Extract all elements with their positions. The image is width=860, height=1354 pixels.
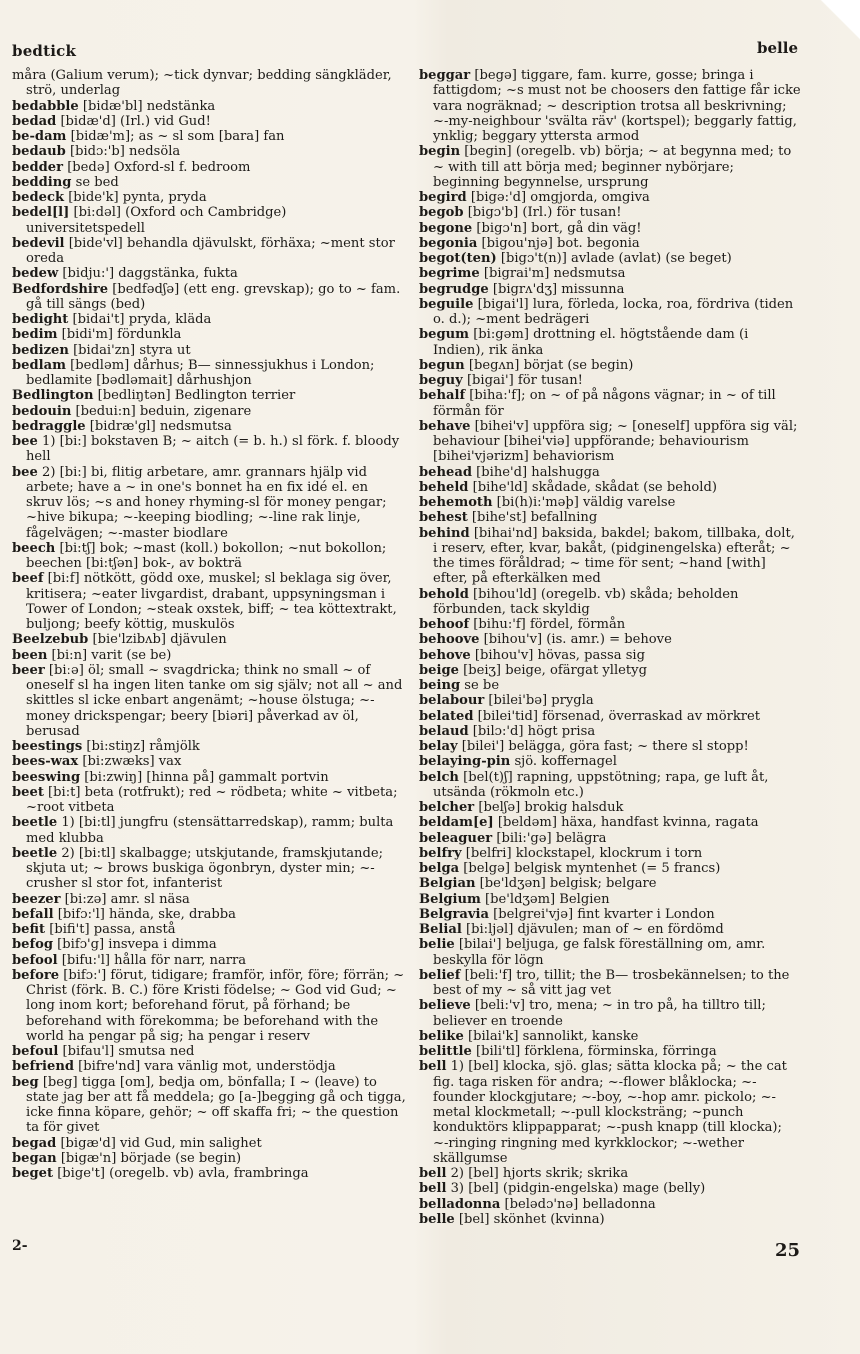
entry-definition: [bifre'nd] vara vänlig mot, understödja xyxy=(74,1059,336,1075)
entry-definition: [belədɔ'nə] belladonna xyxy=(500,1196,656,1212)
dictionary-entry xyxy=(12,343,407,358)
dictionary-entry xyxy=(419,510,801,525)
entry-definition: [bedə] Oxford-sl f. bedroom xyxy=(63,159,251,175)
entry-definition: [bedləm] dårhus; B— sinnessjukhus i London; bedlamite [bədləmait] dårhushjon xyxy=(26,357,375,388)
entry-definition: [bigɔ't(n)] avlade (avlat) (se beget) xyxy=(496,251,732,266)
entry-headword: being xyxy=(419,678,461,693)
entry-definition: [bihu:'f] fördel, förmån xyxy=(469,617,626,632)
signature-mark: 2- xyxy=(12,1238,28,1254)
entry-headword: be-dam xyxy=(12,129,67,144)
entry-headword: begum xyxy=(419,327,470,343)
entry-headword: Belgium xyxy=(419,891,481,907)
entry-headword: bedeck xyxy=(12,190,65,205)
dictionary-entry xyxy=(419,1181,801,1196)
entry-definition: se be xyxy=(460,678,500,693)
dictionary-entry xyxy=(419,190,801,205)
guide-word-left: bedtick xyxy=(12,42,77,60)
entry-headword: beguile xyxy=(419,296,474,312)
entry-definition: [bihei'v] uppföra sig; ~ [oneself] uppföra sig väl; behaviour [bihei'viə] uppförande; behaviourism [bihei'vjərizm] behaviorism xyxy=(433,418,798,465)
entry-headword: bedouin xyxy=(12,403,72,419)
entry-definition: [bigai'l] lura, förleda, locka, roa, fördriva (tiden o. d.); ~ment bedrägeri xyxy=(433,296,794,327)
entry-headword: behoove xyxy=(419,632,480,648)
entry-definition: [bili'tl] förklena, förminska, förringa xyxy=(471,1044,717,1059)
entry-definition: [bi:f] nötkött, gödd oxe, muskel; sl beklaga sig över, kritisera; ~eater livgardist, drabant, uppsyningsman i Tower of London; ~steak oxstek, biff; ~ tea köttextrakt, buljong; beefy köttig, muskulös xyxy=(26,571,397,632)
dictionary-entry xyxy=(419,266,801,281)
entry-definition: [beg] tigga [om], bedja om, bönfalla; I ~ (leave) to state jag ber att få meddela; go [a-]begging gå och tigga, icke finna köpare, gehör; ~ off skaffa fri; ~ the question ta för givet xyxy=(26,1074,406,1136)
entry-headword: beezer xyxy=(12,891,61,907)
dictionary-entry xyxy=(419,221,801,236)
entry-headword: begonia xyxy=(419,235,478,251)
entry-headword: belga xyxy=(419,861,460,876)
dictionary-entry xyxy=(419,282,801,297)
entry-headword: belabour xyxy=(419,693,485,709)
dictionary-entry xyxy=(419,831,801,846)
dictionary-entry xyxy=(12,99,407,114)
dictionary-entry xyxy=(419,648,801,663)
dictionary-entry xyxy=(419,693,801,708)
entry-definition: [bifau'l] smutsa ned xyxy=(58,1044,195,1059)
dictionary-entry xyxy=(419,327,801,358)
entry-headword: bedaub xyxy=(12,144,66,160)
entry-headword: beggar xyxy=(419,68,471,83)
entry-definition: [bidɔ:'b] nedsöla xyxy=(65,144,181,160)
entry-definition: [beli:'v] tro, mena; ~ in tro på, ha tilltro till; believer en troende xyxy=(433,998,766,1029)
dictionary-entry xyxy=(419,861,801,876)
entry-definition: [begin] (oregelb. vb) börja; ~ at begynna med; to ~ with till att börja med; beginner nybörjare; beginning begynnelse, ursprung xyxy=(433,144,792,190)
entry-headword: Belgravia xyxy=(419,906,489,922)
entry-headword: belcher xyxy=(419,800,475,815)
dictionary-entry xyxy=(12,1075,407,1136)
entry-headword: behave xyxy=(419,418,471,434)
dictionary-entry xyxy=(419,617,801,632)
entry-definition: [bidai't] pryda, kläda xyxy=(68,312,212,327)
entry-headword: beg xyxy=(12,1074,39,1090)
dictionary-entry xyxy=(12,175,407,190)
entry-headword: bell xyxy=(419,1181,447,1197)
entry-headword: beef xyxy=(12,571,44,587)
entry-headword: begin xyxy=(419,144,461,160)
entry-headword: bee xyxy=(12,464,38,480)
dictionary-entry xyxy=(419,480,801,495)
entry-headword: begrudge xyxy=(419,281,489,297)
entry-definition: [bi:n] varit (se be) xyxy=(47,647,172,663)
page-corner xyxy=(820,0,860,40)
dictionary-entry xyxy=(419,1197,801,1212)
dictionary-entry xyxy=(12,907,407,922)
dictionary-entry xyxy=(12,129,407,144)
left-column xyxy=(12,68,407,1181)
entry-definition: [biha:'f]; on ~ of på någons vägnar; in ~ of till förmån för xyxy=(433,388,776,419)
entry-definition: [bedfədʃə] (ett eng. grevskap); go to ~ fam. gå till sängs (bed) xyxy=(26,281,401,312)
entry-definition: [bilei'tid] försenad, överraskad av mörkret xyxy=(473,708,761,724)
dictionary-entry xyxy=(419,724,801,739)
entry-definition: [bidæ'bl] nedstänka xyxy=(78,98,216,114)
entry-headword: belie xyxy=(419,937,455,953)
entry-definition: [bidai'zn] styra ut xyxy=(68,342,191,358)
entry-headword: belfry xyxy=(419,845,462,861)
entry-definition: [bidæ'm]; as ~ sl som [bara] fan xyxy=(66,129,285,144)
entry-definition: [bi:t] beta (rotfrukt); red ~ rödbeta; white ~ vitbeta; ~root vitbeta xyxy=(26,784,398,815)
entry-definition: [bel] skönhet (kvinna) xyxy=(454,1211,605,1227)
dictionary-entry xyxy=(12,388,407,403)
dictionary-entry xyxy=(419,800,801,815)
dictionary-entry xyxy=(12,937,407,952)
dictionary-entry xyxy=(419,1166,801,1181)
entry-definition: [bi:zwæks] vax xyxy=(78,754,182,770)
dictionary-entry xyxy=(419,205,801,220)
entry-definition: [bifɔ'g] insvepa i dimma xyxy=(53,937,217,953)
entry-definition: [beli:'f] tro, tillit; the B— trosbekännelsen; to the best of my ~ så vitt jag vet xyxy=(433,967,790,998)
dictionary-entry xyxy=(12,282,407,313)
entry-headword: belike xyxy=(419,1028,464,1044)
dictionary-entry xyxy=(12,190,407,205)
entry-definition: [bigai'] för tusan! xyxy=(462,373,583,388)
dictionary-entry xyxy=(419,495,801,510)
entry-headword: bell xyxy=(419,1059,447,1075)
right-column xyxy=(419,68,801,1227)
entry-definition: [bedui:n] beduin, zigenare xyxy=(71,403,252,419)
entry-headword: bedevil xyxy=(12,235,65,251)
dictionary-entry xyxy=(12,1151,407,1166)
entry-definition: [be'ldʒən] belgisk; belgare xyxy=(475,876,657,892)
entry-headword: belle xyxy=(419,1211,455,1227)
dictionary-entry xyxy=(419,358,801,373)
entry-definition: [bihe'ld] skådade, skådat (se behold) xyxy=(468,479,717,495)
dictionary-entry xyxy=(12,114,407,129)
entry-headword: behold xyxy=(419,586,469,602)
dictionary-entry xyxy=(419,770,801,801)
page-number: 25 xyxy=(774,1240,800,1261)
entry-headword: bedizen xyxy=(12,342,69,358)
entry-definition: [bigæ'd] vid Gud, min salighet xyxy=(56,1135,262,1151)
dictionary-entry xyxy=(12,541,407,572)
dictionary-entry xyxy=(12,770,407,785)
entry-definition: [bihe'st] befallning xyxy=(467,510,598,526)
entry-definition: [belʃə] brokig halsduk xyxy=(474,800,624,815)
entry-headword: beheld xyxy=(419,479,469,495)
entry-headword: behest xyxy=(419,510,468,526)
entry-definition: [belgrei'vjə] fint kvarter i London xyxy=(488,906,715,922)
dictionary-entry xyxy=(419,1029,801,1044)
entry-definition: [belgə] belgisk myntenhet (= 5 francs) xyxy=(459,861,721,876)
entry-definition: [bihai'nd] baksida, bakdel; bakom, tillbaka, dolt, i reserv, efter, kvar, bakåt, (pidginengelska) efteråt; ~ the times föråldrad; ~ time för sent; ~hand [with] efter, på efterkälken med xyxy=(433,525,795,587)
entry-definition: [be'ldʒəm] Belgien xyxy=(480,891,610,907)
entry-headword: belittle xyxy=(419,1044,472,1059)
entry-definition: [bigou'njə] bot. begonia xyxy=(477,235,640,251)
entry-definition: [bel(t)ʃ] rapning, uppstötning; rapa, ge luft åt, utsända (rökmoln etc.) xyxy=(433,769,769,800)
entry-definition: [beldəm] häxa, handfast kvinna, ragata xyxy=(493,815,759,831)
entry-definition: [bifɔ:'] förut, tidigare; framför, inför, före; förrän; ~ Christ (förk. B. C.) före Kristi födelse; ~ God vid Gud; ~ long inom kort; beforehand förut, på förhand; be beforehand with förekomma; be beforehand with the world ha pengar på sig; ha pengar i reserv xyxy=(26,967,405,1044)
entry-headword: been xyxy=(12,647,48,663)
entry-headword: Beelzebub xyxy=(12,632,89,648)
entry-definition: [bi:stiŋz] råmjölk xyxy=(82,739,200,754)
entry-headword: begad xyxy=(12,1135,57,1151)
entry-headword: bedim xyxy=(12,327,58,343)
entry-definition: [bi:gəm] drottning el. högtstående dam (i Indien), rik änka xyxy=(433,327,749,358)
entry-headword: bees-wax xyxy=(12,754,79,770)
dictionary-entry xyxy=(12,144,407,159)
entry-definition: [bigrʌ'dʒ] missunna xyxy=(488,281,625,297)
entry-definition: [bilɔ:'d] högt prisa xyxy=(468,723,596,739)
entry-definition: [beiʒ] beige, ofärgat ylletyg xyxy=(458,662,647,678)
dictionary-entry xyxy=(419,373,801,388)
dictionary-entry xyxy=(419,739,801,754)
entry-definition: måra (Galium verum); ~tick dynvar; bedding sängkläder, strö, underlag xyxy=(12,68,392,99)
dictionary-entry xyxy=(419,388,801,419)
entry-definition: [bilai'k] sannolikt, kanske xyxy=(463,1028,639,1044)
dictionary-entry xyxy=(419,815,801,830)
guide-word-right: belle xyxy=(757,39,798,57)
dictionary-entry xyxy=(12,358,407,389)
entry-headword: beet xyxy=(12,784,44,800)
dictionary-entry xyxy=(419,465,801,480)
dictionary-entry xyxy=(12,236,407,267)
entry-definition: [bilai'] beljuga, ge falsk föreställning om, amr. beskylla för lögn xyxy=(433,937,766,968)
dictionary-entry xyxy=(12,922,407,937)
entry-headword: begob xyxy=(419,205,464,221)
entry-headword: befriend xyxy=(12,1059,74,1075)
entry-definition: 1) [bi:tl] jungfru (stensättarredskap), ramm; bulta med klubba xyxy=(26,815,394,846)
entry-headword: behalf xyxy=(419,388,466,404)
dictionary-entry xyxy=(419,846,801,861)
entry-headword: befoul xyxy=(12,1044,59,1059)
dictionary-entry xyxy=(12,160,407,175)
entry-definition: [begə] tiggare, fam. kurre, gosse; bringa i fattigdom; ~s must not be choosers den fattige får icke vara nogräknad; ~ description trotsa all beskrivning; ~-my-neighbour 'svälta räv' (kortspel); beggarly fattig, ynklig; beggary yttersta armod xyxy=(433,68,801,144)
dictionary-entry xyxy=(419,876,801,891)
entry-headword: bedding xyxy=(12,174,72,190)
entry-definition: [begʌn] börjat (se begin) xyxy=(464,357,634,373)
entry-headword: bedel[l] xyxy=(12,205,70,221)
entry-definition: [bidi'm] fördunkla xyxy=(57,327,182,343)
entry-headword: bedad xyxy=(12,113,57,129)
dictionary-entry xyxy=(419,297,801,328)
dictionary-entry xyxy=(419,1212,801,1227)
entry-headword: behove xyxy=(419,647,471,663)
entry-headword: begird xyxy=(419,190,467,205)
dictionary-entry xyxy=(419,709,801,724)
entry-definition: [bihou'v] (is. amr.) = behove xyxy=(479,632,672,648)
dictionary-entry xyxy=(419,251,801,266)
entry-definition: [belfri] klockstapel, klockrum i torn xyxy=(461,845,703,861)
entry-definition: [bihou'v] hövas, passa sig xyxy=(470,647,645,663)
entry-definition: [bihou'ld] (oregelb. vb) skåda; beholden förbunden, tack skyldig xyxy=(433,586,739,617)
dictionary-entry xyxy=(12,846,407,892)
entry-headword: behemoth xyxy=(419,495,493,510)
entry-headword: bedder xyxy=(12,159,64,175)
entry-definition: [bige't] (oregelb. vb) avla, frambringa xyxy=(53,1166,309,1181)
dictionary-entry xyxy=(12,1136,407,1151)
entry-headword: bedlam xyxy=(12,357,66,373)
entry-headword: Bedfordshire xyxy=(12,281,109,297)
dictionary-entry xyxy=(12,571,407,632)
entry-definition: sjö. koffernagel xyxy=(510,754,617,770)
dictionary-entry xyxy=(12,1044,407,1059)
entry-definition: [bi(h)i:'məþ] väldig varelse xyxy=(492,495,676,510)
entry-definition: [bihe'd] halshugga xyxy=(471,464,600,480)
entry-headword: befit xyxy=(12,922,46,937)
entry-headword: beer xyxy=(12,662,45,678)
entry-headword: begun xyxy=(419,357,465,373)
entry-headword: before xyxy=(12,967,60,983)
entry-headword: befog xyxy=(12,937,54,953)
dictionary-entry xyxy=(419,632,801,647)
entry-definition: [bili:'gə] belägra xyxy=(492,830,607,846)
entry-headword: Belial xyxy=(419,922,462,937)
dictionary-entry xyxy=(419,937,801,968)
entry-definition: [bie'lzibʌb] djävulen xyxy=(88,632,227,648)
entry-headword: belaud xyxy=(419,723,469,739)
entry-definition: [bi:zə] amr. sl näsa xyxy=(60,891,190,907)
dictionary-entry xyxy=(419,1059,801,1166)
entry-headword: beguy xyxy=(419,373,463,388)
dictionary-entry xyxy=(12,968,407,1044)
dictionary-entry xyxy=(419,922,801,937)
entry-definition: [bigrai'm] nedsmutsa xyxy=(479,266,626,282)
entry-headword: befall xyxy=(12,906,54,922)
entry-definition: [bifɔ:'l] hända, ske, drabba xyxy=(53,906,236,922)
entry-definition: [bi:zwiŋ] [hinna på] gammalt portvin xyxy=(80,769,329,785)
entry-headword: beleaguer xyxy=(419,830,493,846)
entry-headword: beige xyxy=(419,662,459,678)
dictionary-entry xyxy=(419,587,801,618)
entry-definition: [bidju:'] daggstänka, fukta xyxy=(58,266,238,282)
entry-headword: belaying-pin xyxy=(419,754,511,770)
entry-headword: belch xyxy=(419,769,459,785)
entry-headword: beldam[e] xyxy=(419,815,494,831)
entry-headword: bee xyxy=(12,434,38,449)
entry-headword: bedraggle xyxy=(12,418,86,434)
entry-headword: befool xyxy=(12,952,58,968)
entry-definition: [bigɔ'b] (Irl.) för tusan! xyxy=(463,205,622,221)
entry-definition: [bide'vl] behandla djävulskt, förhäxa; ~ment stor oreda xyxy=(26,235,395,266)
entry-headword: behead xyxy=(419,464,472,480)
entry-definition: 2) [bi:tl] skalbagge; utskjutande, framskjutande; skjuta ut; ~ brows buskiga ögonbryn, dyster min; ~-crusher sl stor fot, infanterist xyxy=(26,845,383,892)
dictionary-entry xyxy=(12,205,407,236)
entry-headword: begone xyxy=(419,220,473,236)
dictionary-entry xyxy=(12,465,407,541)
entry-definition: [bidræ'gl] nedsmutsa xyxy=(85,418,232,434)
entry-headword: began xyxy=(12,1150,57,1166)
entry-definition: [bilei'bə] prygla xyxy=(484,693,594,709)
dictionary-entry xyxy=(12,1059,407,1074)
dictionary-entry xyxy=(12,1166,407,1181)
entry-definition: [bedliŋtən] Bedlington terrier xyxy=(93,388,296,404)
dictionary-entry xyxy=(419,1044,801,1059)
dictionary-entry xyxy=(419,892,801,907)
dictionary-entry xyxy=(419,678,801,693)
entry-headword: beech xyxy=(12,540,56,556)
dictionary-entry xyxy=(419,144,801,190)
entry-headword: beetle xyxy=(12,845,58,861)
entry-definition: [bi:dəl] (Oxford och Cambridge) universitetspedell xyxy=(26,205,287,236)
dictionary-entry xyxy=(12,815,407,846)
entry-definition: 2) [bi:] bi, flitig arbetare, amr. grannars hjälp vid arbete; have a ~ in one's bonnet ha en fix idé el. en skruv lös; ~s and honey rhyming-sl för money pengar; ~hive bikupa; ~-keeping biodling; ~-line rak linje, fågelvägen; ~-master biodlare xyxy=(26,464,387,541)
entry-headword: belay xyxy=(419,739,458,754)
entry-definition: [biːə] öl; small ~ svagdricka; think no small ~ of oneself sl ha ingen liten tanke om sig själv; not all ~ and skittles sl icke enbart angenämt; ~house ölstuga; ~-money drickspengar; beery [biəri] påverkad av öl, berusad xyxy=(26,662,403,739)
entry-headword: belief xyxy=(419,967,461,983)
entry-headword: belladonna xyxy=(419,1196,501,1212)
entry-headword: behind xyxy=(419,525,470,541)
dictionary-entry xyxy=(12,953,407,968)
entry-definition: 1) [bel] klocka, sjö. glas; sätta klocka på; ~ the cat fig. taga risken för andra; ~-flower blåklocka; ~-founder klockgjutare; ~-boy, ~-hop amr. pickolo; ~-metal klockmetall; ~-pull klocksträng; ~punch konduktörs klippapparat; ~-push knapp (till klocka); ~-ringing ringning med kyrkklockor; ~-wether skällgumse xyxy=(433,1059,787,1166)
dictionary-entry xyxy=(12,785,407,816)
dictionary-entry xyxy=(12,327,407,342)
dictionary-entry xyxy=(419,968,801,999)
entry-definition: [bide'k] pynta, pryda xyxy=(64,190,207,205)
entry-headword: beeswing xyxy=(12,769,81,785)
dictionary-entry xyxy=(12,632,407,647)
entry-definition: [bigə:'d] omgjorda, omgiva xyxy=(466,190,650,205)
entry-definition: 3) [bel] (pidgin-engelska) mage (belly) xyxy=(446,1181,706,1197)
entry-headword: Belgian xyxy=(419,876,476,892)
entry-headword: beget xyxy=(12,1166,54,1181)
dictionary-entry xyxy=(419,526,801,587)
entry-headword: beetle xyxy=(12,815,58,831)
entry-headword: belated xyxy=(419,708,474,724)
entry-definition: 2) [bel] hjorts skrik; skrika xyxy=(446,1166,629,1181)
entry-headword: Bedlington xyxy=(12,388,94,404)
dictionary-entry xyxy=(419,754,801,769)
entry-definition: [bi:tʃ] bok; ~mast (koll.) bokollon; ~nut bokollon; beechen [bi:tʃən] bok-, av bokträ xyxy=(26,540,387,571)
dictionary-entry xyxy=(419,419,801,465)
dictionary-entry xyxy=(12,892,407,907)
dictionary-entry xyxy=(12,419,407,434)
dictionary-entry xyxy=(12,312,407,327)
dictionary-entry xyxy=(419,663,801,678)
dictionary-entry xyxy=(419,998,801,1029)
entry-definition: [bilei'] belägga, göra fast; ~ there sl stopp! xyxy=(457,739,749,754)
dictionary-entry xyxy=(12,434,407,465)
dictionary-entry xyxy=(12,754,407,769)
dictionary-entry xyxy=(12,739,407,754)
entry-headword: bell xyxy=(419,1166,447,1181)
entry-definition: [bigɔ'n] bort, gå din väg! xyxy=(472,220,642,236)
entry-headword: bedew xyxy=(12,266,59,282)
dictionary-entry xyxy=(419,68,801,144)
entry-definition: [bifi't] passa, anstå xyxy=(45,922,176,937)
entry-headword: beestings xyxy=(12,739,83,754)
dictionary-entry xyxy=(12,404,407,419)
dictionary-entry xyxy=(12,266,407,281)
entry-definition: [bi:ljəl] djävulen; man of ~ en fördömd xyxy=(461,922,724,937)
entry-headword: begot(ten) xyxy=(419,251,497,266)
entry-definition: 1) [bi:] bokstaven B; ~ aitch (= b. h.) sl förk. f. bloody hell xyxy=(26,434,400,465)
dictionary-entry xyxy=(12,648,407,663)
dictionary-entry xyxy=(419,236,801,251)
entry-headword: behoof xyxy=(419,617,470,632)
entry-headword: believe xyxy=(419,998,471,1014)
dictionary-entry xyxy=(12,663,407,739)
entry-headword: begrime xyxy=(419,266,480,282)
dictionary-entry xyxy=(12,68,407,99)
entry-definition: se bed xyxy=(71,174,119,190)
entry-definition: [bidæ'd] (Irl.) vid Gud! xyxy=(56,113,211,129)
entry-definition: [bifu:'l] hålla för narr, narra xyxy=(57,952,247,968)
entry-headword: bedabble xyxy=(12,98,79,114)
entry-definition: [bigæ'n] började (se begin) xyxy=(56,1150,242,1166)
entry-headword: bedight xyxy=(12,312,69,327)
dictionary-entry xyxy=(419,907,801,922)
